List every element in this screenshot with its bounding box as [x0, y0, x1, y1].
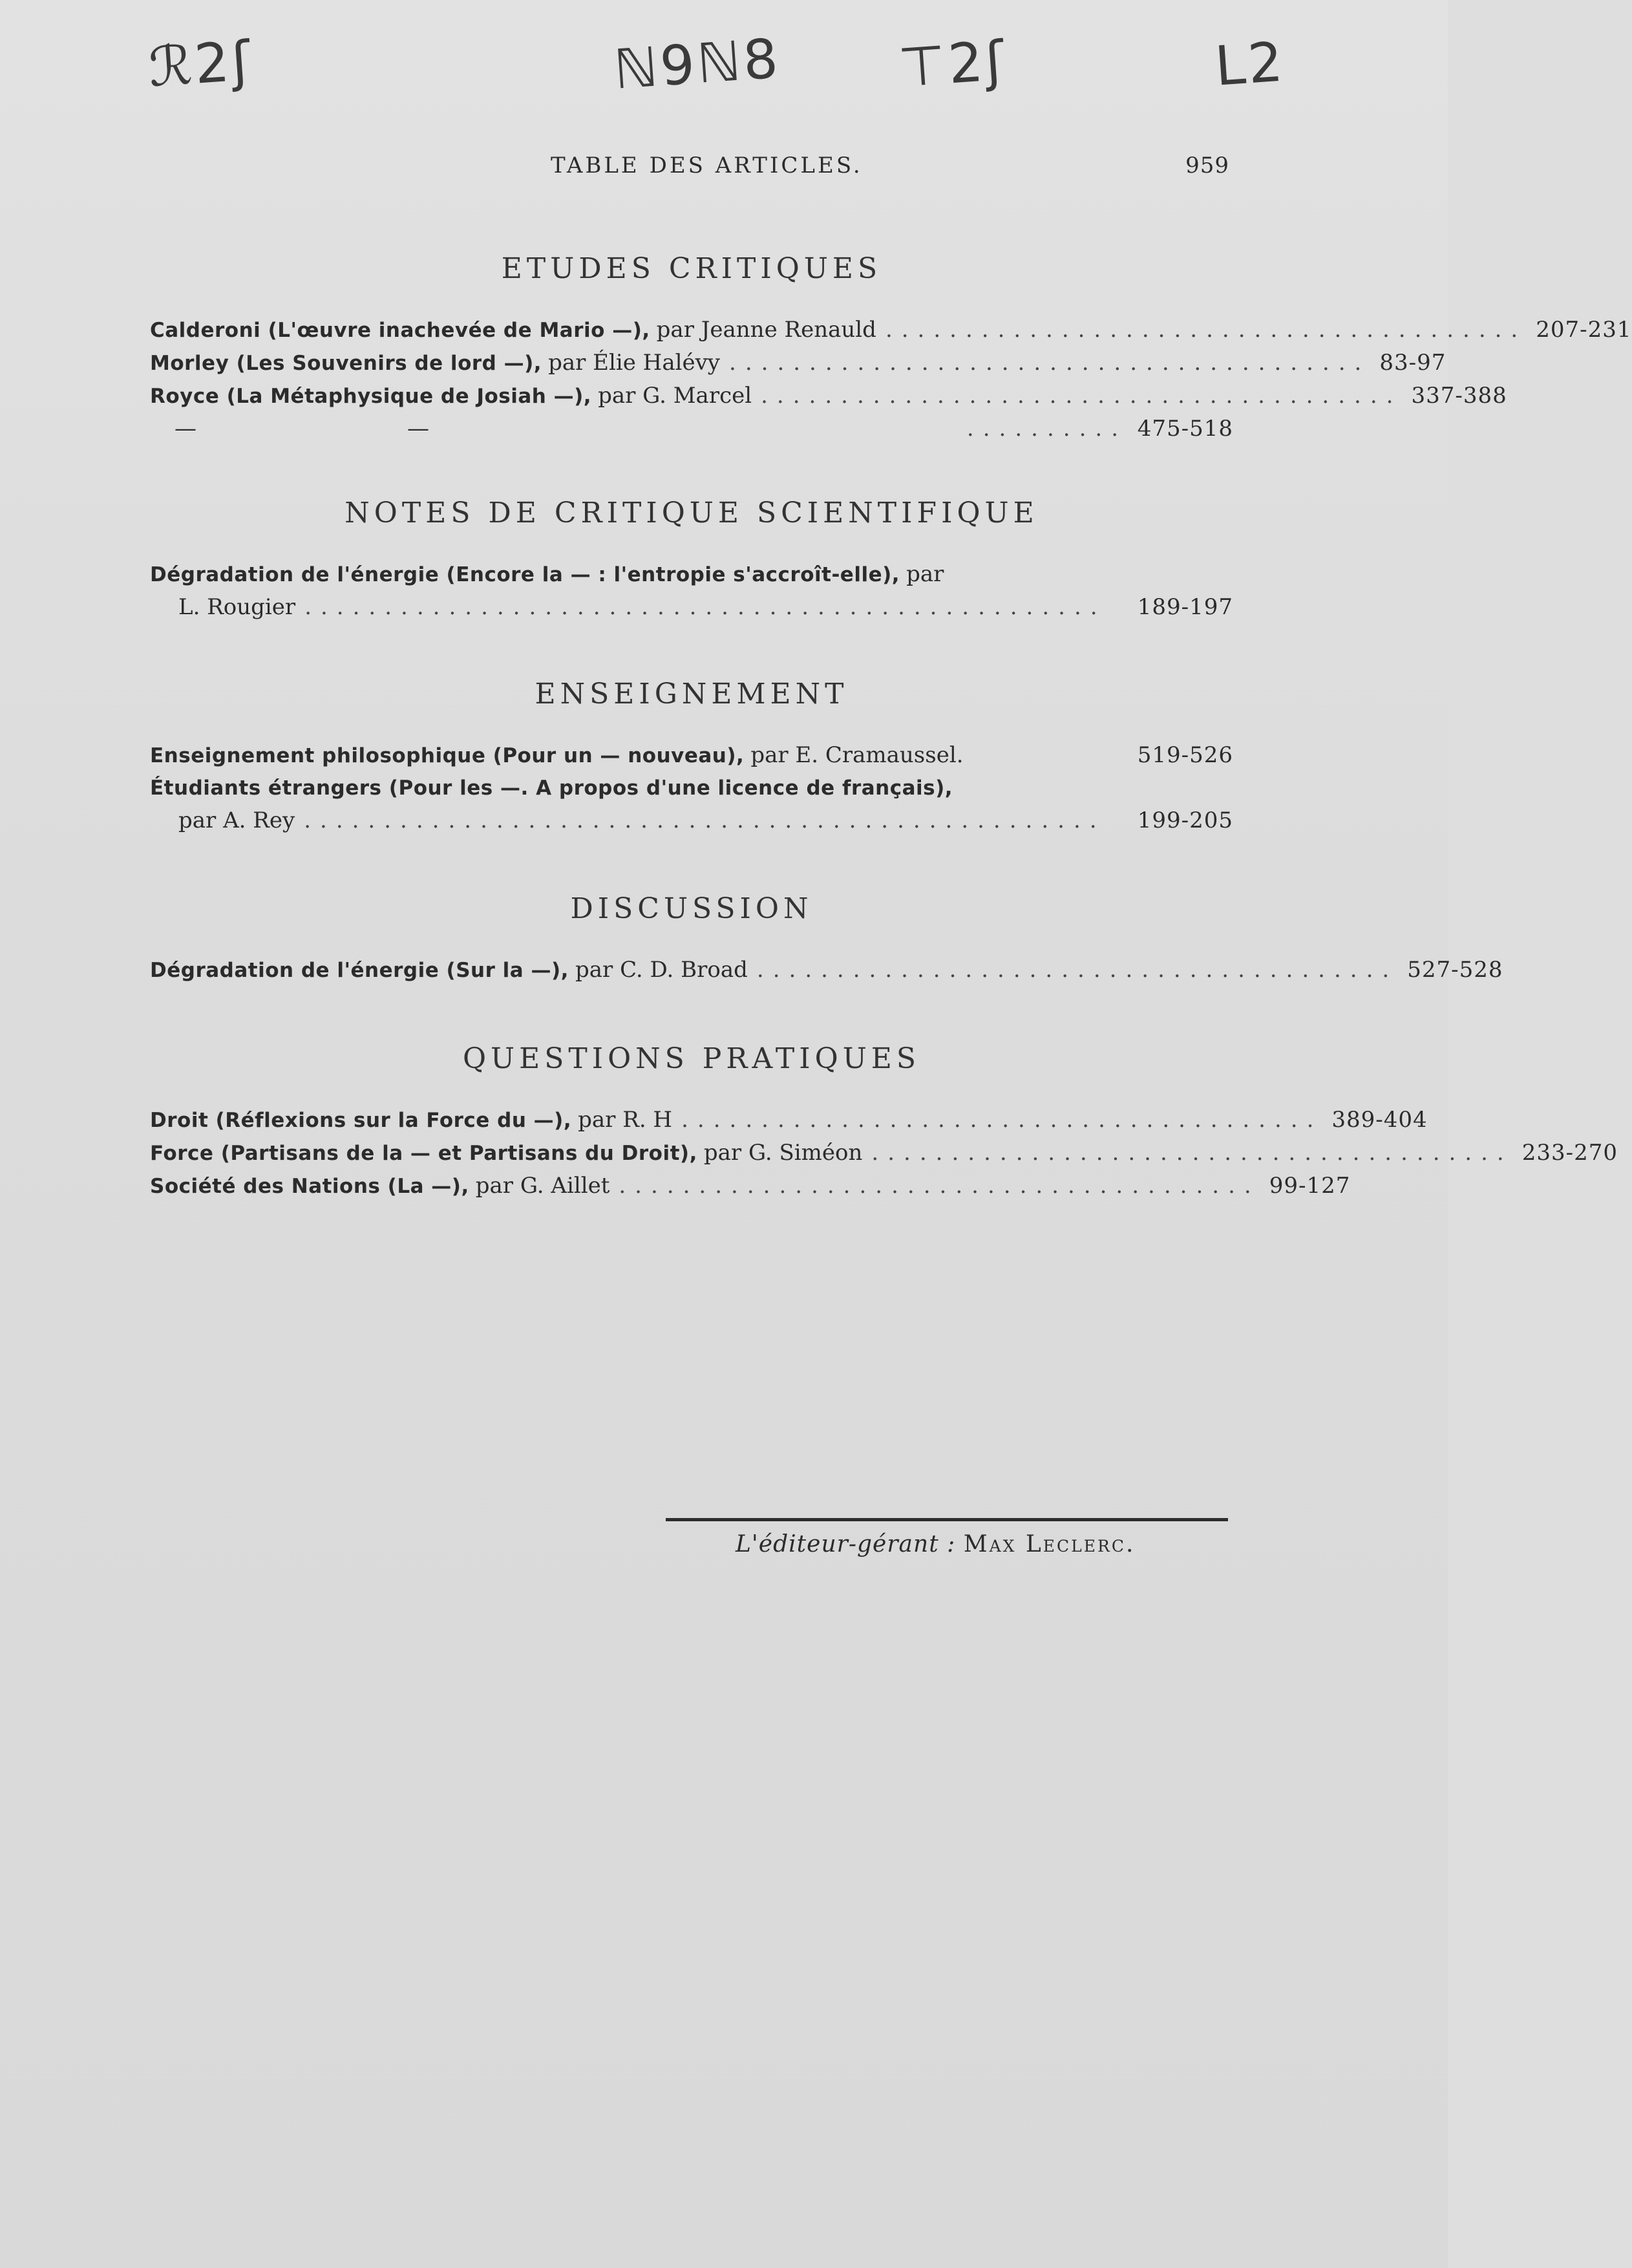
- section-title: QUESTIONS PRATIQUES: [462, 1042, 921, 1075]
- toc-entry: [150, 772, 1233, 804]
- entry-author: par Élie Halévy: [548, 350, 721, 376]
- entry-author: par G. Siméon: [703, 1140, 863, 1166]
- entry-subject: Royce (La Métaphysique de Josiah —),: [150, 385, 592, 408]
- entry-pages: 389-404: [1331, 1107, 1428, 1133]
- entry-subject: Droit (Réflexions sur la Force du —),: [150, 1109, 572, 1132]
- editor-role: L'éditeur-gérant :: [736, 1531, 956, 1557]
- section-questions-pratiques: [150, 1042, 1618, 1203]
- toc-entry: [150, 314, 1632, 347]
- section-notes-critique: [150, 497, 1233, 623]
- entry-subject: Dégradation de l'énergie (Sur la —),: [150, 959, 569, 982]
- ditto-dash: —: [407, 416, 429, 442]
- section-title: ENSEIGNEMENT: [535, 678, 849, 711]
- entry-pages: 189-197: [1137, 594, 1233, 620]
- entry-pages: 527-528: [1407, 957, 1503, 983]
- leader-dots: ........................................: [761, 383, 1403, 409]
- page-number: 959: [1185, 153, 1229, 178]
- ditto-dash: —: [175, 416, 196, 442]
- entry-author: par E. Cramaussel.: [750, 742, 964, 768]
- toc-entry: [150, 380, 1507, 412]
- handwritten-annotation-3: ⊤2ʃ: [896, 28, 1009, 100]
- handwritten-annotation-2: ℕ9ℕ8: [611, 27, 783, 102]
- entry-author: par G. Marcel: [598, 383, 752, 409]
- entry-pages: 337-388: [1411, 383, 1507, 409]
- entry-pages: 99-127: [1269, 1173, 1351, 1199]
- entry-pages: 83-97: [1379, 350, 1447, 376]
- entry-subject: Société des Nations (La —),: [150, 1175, 469, 1198]
- toc-entry-continuation: [150, 591, 1233, 623]
- toc-entry: [150, 558, 1233, 591]
- section-enseignement: [150, 678, 1233, 837]
- entry-author: par G. Aillet: [475, 1173, 610, 1199]
- handwritten-annotation-1: ℛ2ʃ: [146, 28, 255, 100]
- leader-dots: ..................................................: [304, 594, 1107, 620]
- running-head-title: TABLE DES ARTICLES.: [551, 153, 863, 178]
- entry-author: par: [906, 561, 944, 587]
- entry-continuation: L. Rougier: [178, 594, 296, 620]
- entry-subject: Étudiants étrangers (Pour les —. A propos d'une licence de français),: [150, 776, 953, 800]
- leader-dots: ..........: [966, 416, 1127, 442]
- entry-subject: Enseignement philosophique (Pour un — nouveau),: [150, 744, 745, 767]
- leader-dots: ........................................: [885, 317, 1527, 343]
- entry-subject: Dégradation de l'énergie (Encore la — : l'entropie s'accroît-elle),: [150, 563, 900, 586]
- leader-dots: ..................................................: [304, 808, 1106, 833]
- entry-subject: Morley (Les Souvenirs de lord —),: [150, 352, 542, 375]
- entry-pages: 475-518: [1137, 416, 1233, 442]
- section-etudes-critiques: [150, 252, 1632, 445]
- leader-dots: ........................................: [681, 1107, 1323, 1133]
- section-title: NOTES DE CRITIQUE SCIENTIFIQUE: [344, 497, 1039, 530]
- entry-subject: Calderoni (L'œuvre inachevée de Mario —),: [150, 319, 650, 342]
- toc-entry-continuation: [150, 804, 1233, 837]
- entry-author: par C. D. Broad: [575, 957, 748, 983]
- toc-entry: [150, 739, 1233, 772]
- entry-author: par R. H: [578, 1107, 673, 1133]
- section-discussion: [150, 892, 1503, 987]
- toc-entry: [150, 412, 1233, 445]
- handwritten-annotation-4: L2: [1213, 30, 1288, 98]
- toc-entry: [150, 347, 1447, 380]
- leader-dots: ........................................: [619, 1173, 1260, 1199]
- leader-dots: ........................................: [729, 350, 1371, 376]
- entry-pages: 233-270: [1521, 1140, 1618, 1166]
- section-title: ETUDES CRITIQUES: [501, 252, 882, 285]
- toc-entry: [150, 1170, 1351, 1203]
- leader-dots: ........................................: [871, 1140, 1513, 1166]
- footer-rule: [666, 1518, 1228, 1521]
- editor-name: Max Leclerc.: [963, 1531, 1136, 1557]
- entry-pages: 199-205: [1137, 808, 1233, 833]
- toc-entry: [150, 1137, 1618, 1170]
- entry-pages: 207-231: [1536, 317, 1632, 343]
- entry-author: par Jeanne Renauld: [656, 317, 876, 343]
- entry-continuation: par A. Rey: [178, 808, 295, 833]
- section-title: DISCUSSION: [570, 892, 813, 925]
- toc-entry: [150, 954, 1503, 987]
- entry-pages: 519-526: [1137, 742, 1233, 768]
- entry-subject: Force (Partisans de la — et Partisans du Droit),: [150, 1142, 697, 1165]
- leader-dots: ........................................: [756, 957, 1399, 983]
- editor-credit: [736, 1531, 1135, 1557]
- toc-entry: [150, 1104, 1428, 1137]
